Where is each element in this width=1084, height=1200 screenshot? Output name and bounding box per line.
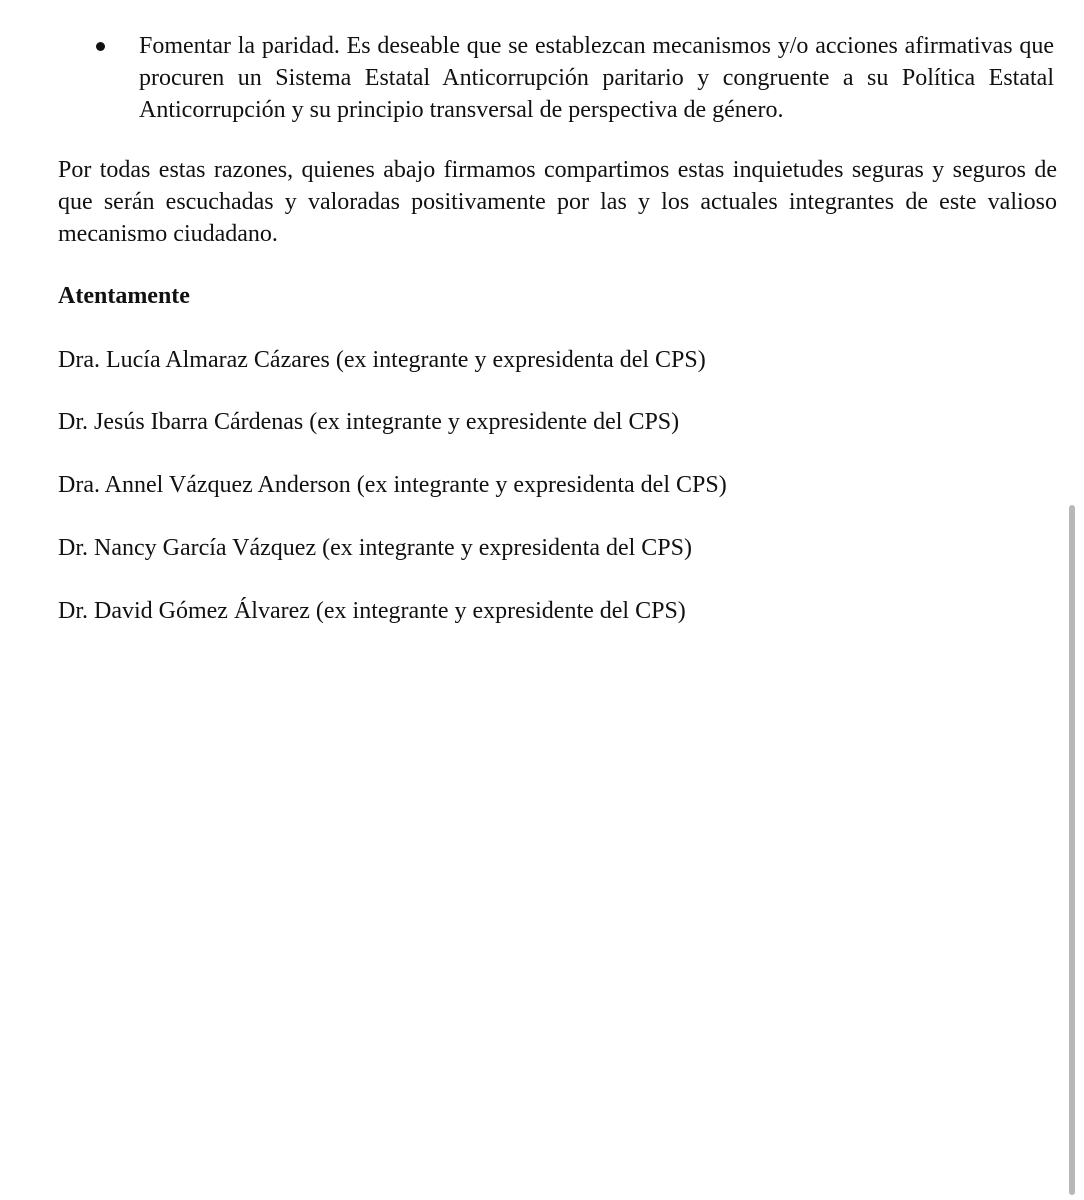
scrollbar-thumb[interactable] (1069, 505, 1075, 1195)
bullet-point-icon (96, 42, 105, 51)
vertical-scrollbar[interactable] (1066, 505, 1078, 1195)
signatory-line: Dr. David Gómez Álvarez (ex integrante y expresidente del CPS) (58, 598, 686, 624)
signatory-line: Dra. Lucía Almaraz Cázares (ex integrante y expresidenta del CPS) (58, 347, 706, 373)
signatory-line: Dr. Nancy García Vázquez (ex integrante y expresidenta del CPS) (58, 535, 692, 561)
signatory-line: Dra. Annel Vázquez Anderson (ex integrante y expresidenta del CPS) (58, 472, 727, 498)
signatory-line: Dr. Jesús Ibarra Cárdenas (ex integrante y expresidente del CPS) (58, 409, 680, 435)
bullet-item-text: Fomentar la paridad. Es deseable que se establezcan mecanismos y/o acciones afirmativas que procuren un Sistema Estatal Anticorrupción paritario y congruente a su Política Estatal Anticorrupción y su principio transversal de perspectiva de género. (139, 33, 1054, 123)
closing-salutation: Atentamente (58, 283, 190, 309)
closing-paragraph: Por todas estas razones, quienes abajo firmamos compartimos estas inquietudes seguras y seguros de que serán escuchadas y valoradas positivamente por las y los actuales integrantes de este valioso mecanismo ciudadano. (58, 157, 1057, 247)
